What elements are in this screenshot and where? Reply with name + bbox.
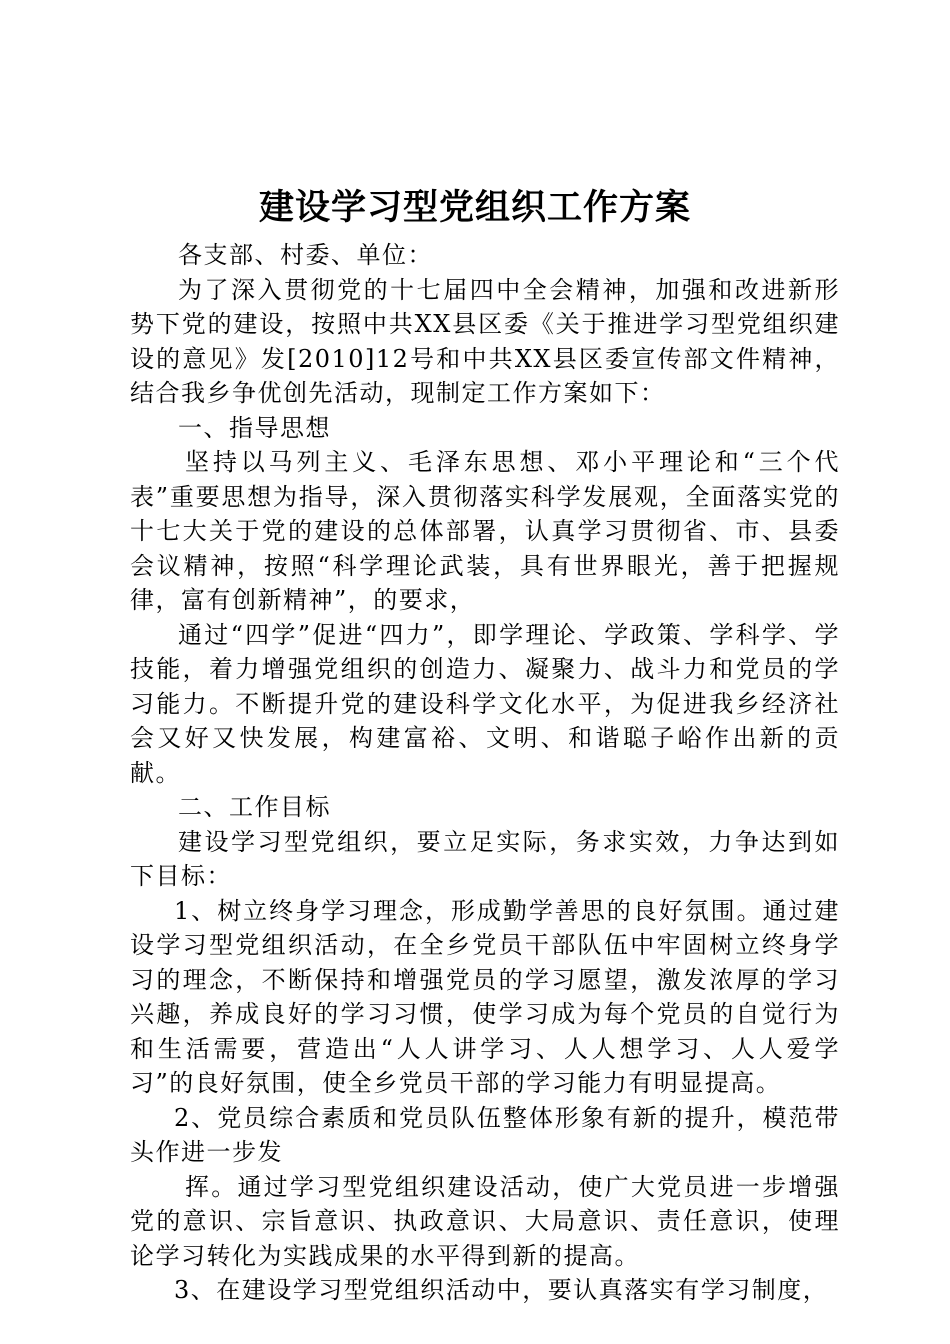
document-body xyxy=(130,238,840,1308)
document-title: 建设学习型党组织工作方案 xyxy=(258,187,691,228)
paragraph-goals-intro: 建设学习型党组织，要立足实际，务求实效，力争达到如下目标： xyxy=(130,827,840,890)
heading-guiding-ideology: 一、指导思想 xyxy=(178,413,331,442)
paragraph-goal-3: 3、在建设学习型党组织活动中，要认真落实有学习制度， xyxy=(174,1276,829,1304)
paragraph-goal-2: 2、党员综合素质和党员队伍整体形象有新的提升，模范带头作进一步发 xyxy=(130,1103,840,1166)
paragraph-four-learnings: 通过“四学”促进“四力”，即学理论、学政策、学科学、学技能，着力增强党组织的创造力、凝聚力、战斗力和党员的学习能力。不断提升党的建设科学文化水平，为促进我乡经济社会又好又快发展，构建富裕、文明、和谐聪子峪作出新的贡献。 xyxy=(130,620,840,787)
paragraph-goal-1: 1、树立终身学习理念，形成勤学善思的良好氛围。通过建设学习型党组织活动，在全乡党员干部队伍中牢固树立终身学习的理念，不断保持和增强党员的学习愿望，激发浓厚的学习兴趣，养成良好的学习习惯，使学习成为每个党员的自觉行为和生活需要，营造出“人人讲学习、人人想学习、人人爱学习”的良好氛围，使全乡党员干部的学习能力有明显提高。 xyxy=(130,896,840,1097)
paragraph-guiding-ideology: 坚持以马列主义、毛泽东思想、邓小平理论和“三个代表”重要思想为指导，深入贯彻落实科学发展观，全面落实党的十七大关于党的建设的总体部署，认真学习贯彻省、市、县委会议精神，按照“科学理论武装，具有世界眼光，善于把握规律，富有创新精神”，的要求， xyxy=(130,448,840,614)
heading-work-goals: 二、工作目标 xyxy=(178,793,331,821)
paragraph-intro: 为了深入贯彻党的十七届四中全会精神，加强和改进新形势下党的建设，按照中共XX县区委《关于推进学习型党组织建设的意见》发[2010]12号和中共XX县区委宣传部文件精神，结合我乡争优创先活动，现制定工作方案如下： xyxy=(130,275,840,407)
paragraph-goal-2-continued: 挥。通过学习型党组织建设活动，使广大党员进一步增强党的意识、宗旨意识、执政意识、大局意识、责任意识，使理论学习转化为实践成果的水平得到新的提高。 xyxy=(130,1172,840,1270)
salutation: 各支部、村委、单位： xyxy=(178,241,433,269)
